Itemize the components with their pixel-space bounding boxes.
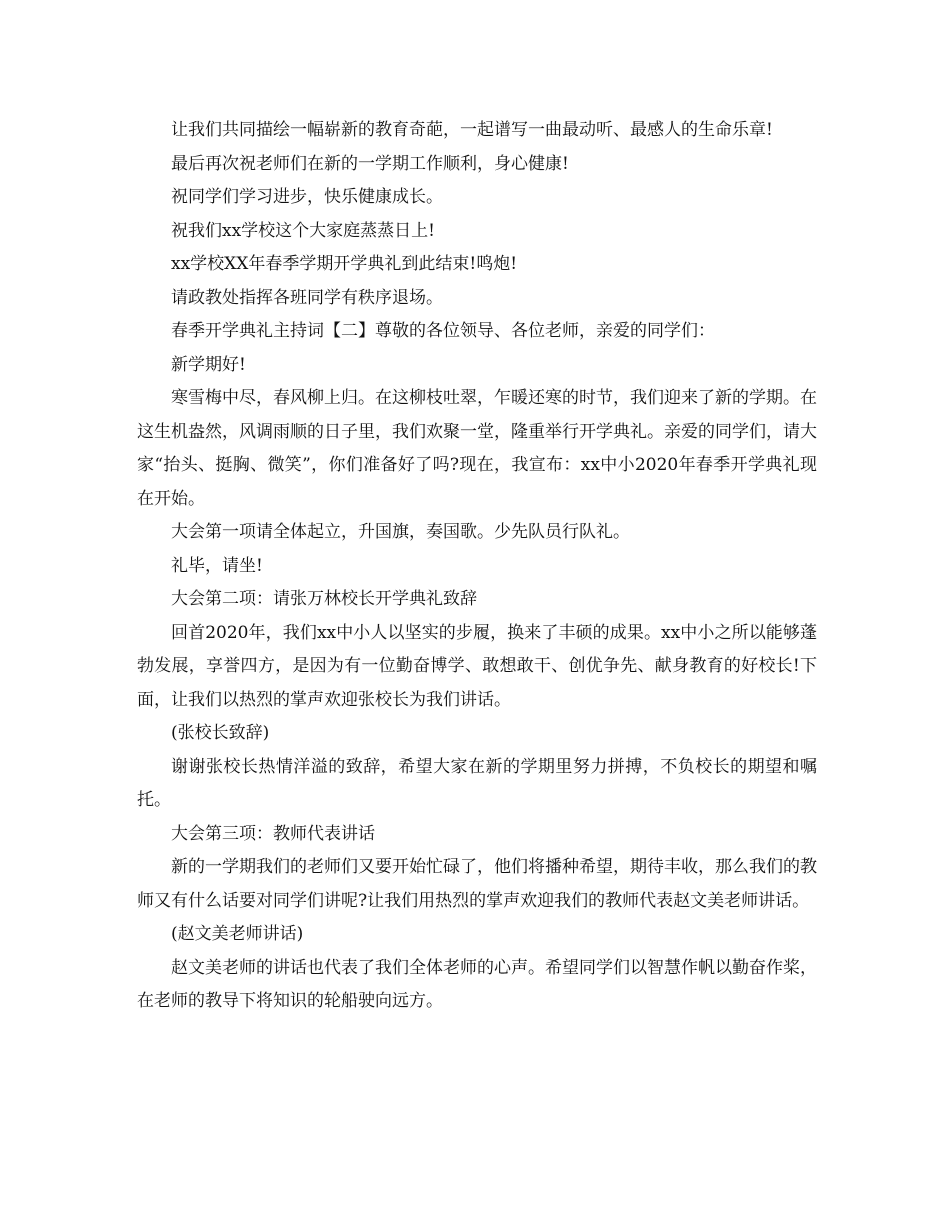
paragraph-opening: 寒雪梅中尽，春风柳上归。在这柳枝吐翠，乍暖还寒的时节，我们迎来了新的学期。在这生机盎然，风调雨顺的日子里，我们欢聚一堂，隆重举行开学典礼。亲爱的同学们，请大家“抬头、挺胸、微笑”，你们准备好了吗?现在，我宣布：xx中小2020年春季开学典礼现在开始。 <box>137 388 817 509</box>
paragraph-wish-students: 祝同学们学习进步，快乐健康成长。 <box>171 187 443 207</box>
paragraph-teacher-intro: 新的一学期我们的老师们又要开始忙碌了，他们将播种希望，期待丰收，那么我们的教师又有什么话要对同学们讲呢?让我们用热烈的掌声欢迎我们的教师代表赵文美老师讲话。 <box>137 857 817 911</box>
document-body <box>137 114 817 1019</box>
paragraph-item-three: 大会第三项：教师代表讲话 <box>171 823 375 844</box>
paragraph-dismissal: 请政教处指挥各班同学有秩序退场。 <box>171 287 443 308</box>
paragraph-ceremony-end: xx学校XX年春季学期开学典礼到此结束!鸣炮! <box>171 254 518 274</box>
paragraph-principal-speech: (张校长致辞) <box>171 723 270 743</box>
paragraph-teacher-thanks: 赵文美老师的讲话也代表了我们全体老师的心声。希望同学们以智慧作帆以勤奋作桨，在老师的教导下将知识的轮船驶向远方。 <box>137 957 817 1011</box>
paragraph-greeting: 新学期好! <box>171 354 246 375</box>
paragraph-section-two-heading: 春季开学典礼主持词【二】尊敬的各位领导、各位老师，亲爱的同学们： <box>171 321 715 341</box>
paragraph-thanks-principal: 谢谢张校长热情洋溢的致辞，希望大家在新的学期里努力拼搏，不负校长的期望和嘱托。 <box>137 756 817 810</box>
paragraph-wish-teachers: 最后再次祝老师们在新的一学期工作顺利，身心健康! <box>171 153 569 174</box>
paragraph-item-one: 大会第一项请全体起立，升国旗，奏国歌。少先队员行队礼。 <box>171 522 630 542</box>
paragraph-be-seated: 礼毕，请坐! <box>171 555 263 576</box>
paragraph-principal-intro: 回首2020年，我们xx中小人以坚实的步履，换来了丰硕的成果。xx中小之所以能够蓬勃发展，享誉四方，是因为有一位勤奋博学、敢想敢干、创优争先、献身教育的好校长!下面，让我们以热烈的掌声欢迎张校长为我们讲话。 <box>137 622 817 710</box>
paragraph-teacher-speech: (赵文美老师讲话) <box>171 924 304 944</box>
paragraph-wish-school: 祝我们xx学校这个大家庭蒸蒸日上! <box>171 220 436 241</box>
paragraph-item-two: 大会第二项：请张万林校长开学典礼致辞 <box>171 589 477 609</box>
paragraph-closing-wish: 让我们共同描绘一幅崭新的教育奇葩，一起谱写一曲最动听、最感人的生命乐章! <box>171 120 773 140</box>
